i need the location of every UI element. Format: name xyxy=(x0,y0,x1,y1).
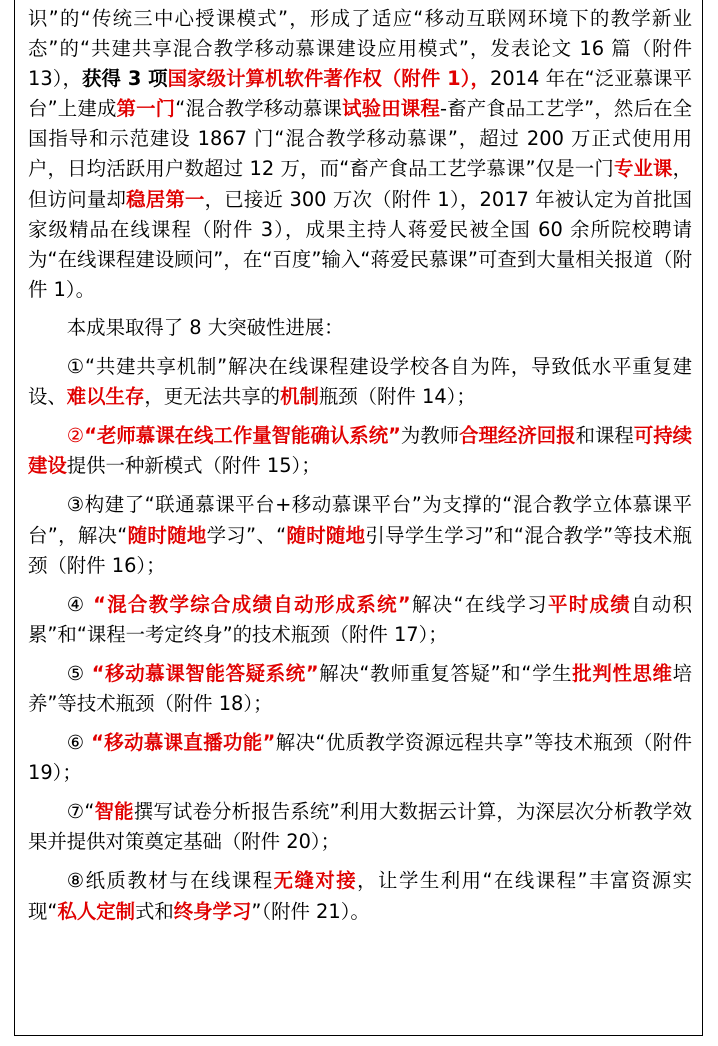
highlighted-text: 随时随地 xyxy=(127,523,207,547)
highlighted-text: 试验田课程 xyxy=(342,97,440,121)
highlighted-text: 机制 xyxy=(280,385,319,409)
highlighted-text: 平时成绩 xyxy=(548,592,632,616)
text-segment: 解决“优质教学资源远程共享”等技术瓶颈（附件 19）； xyxy=(28,731,692,785)
highlighted-text: 可持续建设 xyxy=(28,424,693,478)
paragraph-summary xyxy=(28,313,692,343)
highlighted-text: “混合教学综合成绩自动形成系统” xyxy=(93,592,411,616)
text-segment: 引导学生学习”和“混合教学”等技术瓶颈（附件 16）； xyxy=(28,523,693,577)
highlighted-text: 专业课 xyxy=(613,157,673,181)
highlighted-text: 国家级计算机软件著作权（附件 1）， xyxy=(167,67,491,91)
paragraph-item-5 xyxy=(28,659,692,719)
highlighted-text: 随时随地 xyxy=(286,523,366,547)
highlighted-text: 私人定制 xyxy=(57,899,135,923)
paragraph-item-1 xyxy=(28,352,692,412)
paragraph-item-4 xyxy=(28,590,692,650)
text-segment: 识”的“传统三中心授课模式”，形成了适应“移动互联网环境下的教学新业态”的“共建共享混合教学移动慕课建设应用模式”，发表论文 16 篇（附件 13）， xyxy=(28,7,692,91)
text-segment: ③构建了“联通慕课平台+移动慕课平台”为支撑的“混合教学立体慕课平台”，解决“ xyxy=(28,493,692,547)
highlighted-text: 批判性思维 xyxy=(572,661,673,685)
text-segment: 解决“教师重复答疑”和“学生 xyxy=(318,661,573,685)
text-segment: ，已接近 300 万次（附件 1），2017 年被认定为首批国家级精品在线课程（附件 3），成果主持人蒋爱民被全国 60 余所院校聘请为“在线课程建设顾问”，在“百度”输入“蒋爱民慕课”可查到大量相关报道（附件 1）。 xyxy=(28,187,693,301)
highlighted-text: “移动慕课直播功能” xyxy=(91,731,276,755)
paragraph-item-2 xyxy=(28,421,692,481)
paragraph-intro xyxy=(28,4,692,305)
text-segment: 和课程 xyxy=(575,424,634,448)
text-segment: ，让学生利用“在线课程”丰富资源实现“ xyxy=(28,869,693,923)
text-segment: 解决“在线学习 xyxy=(410,592,549,616)
text-segment: ⑤ xyxy=(66,661,92,685)
paragraph-item-7 xyxy=(28,797,692,857)
text-segment: 学习”、“ xyxy=(206,523,287,547)
paragraph-item-6 xyxy=(28,728,692,788)
highlighted-text: 合理经济回报 xyxy=(459,424,576,448)
text-segment: 为教师 xyxy=(400,424,460,448)
text-segment: ①“共建共享机制”解决在线课程建设学校各自为阵，导致低水平重复建设、 xyxy=(28,355,692,409)
text-segment: 撰写试卷分析报告系统”利用大数据云计算，为深层次分析教学效果并提供对策奠定基础（附件 20）； xyxy=(28,800,692,854)
text-segment: ，更无法共享的 xyxy=(144,385,281,409)
text-segment: ④ xyxy=(66,592,94,616)
text-segment: 瓶颈（附件 14）； xyxy=(318,385,476,409)
highlighted-text: “老师慕课在线工作量智能确认系统” xyxy=(84,424,401,448)
highlighted-text: 难以生存 xyxy=(66,385,145,409)
highlighted-text: 无缝对接 xyxy=(273,869,358,893)
highlighted-text: 智能 xyxy=(94,800,134,824)
text-segment: 自动积累”和“课程一考定终身”的技术瓶颈（附件 17）； xyxy=(28,592,692,646)
text-segment: “混合教学移动慕课 xyxy=(175,97,343,121)
text-segment: ，但访问量却 xyxy=(28,157,693,211)
text-segment: 式和 xyxy=(135,899,174,923)
paragraph-item-8 xyxy=(28,866,692,926)
highlighted-text: ② xyxy=(66,424,85,448)
highlighted-text: 终身学习 xyxy=(173,899,252,923)
text-segment: 提供一种新模式（附件 15）； xyxy=(66,454,321,478)
text-segment: ⑥ xyxy=(66,731,92,755)
highlighted-text: 第一门 xyxy=(116,97,176,121)
text-segment: 培养”等技术瓶颈（附件 18）； xyxy=(28,661,692,715)
text-segment: -畜产食品工艺学”，然后在全国指导和示范建设 1867 门“混合教学移动慕课”，超过 200 万正式使用用户，日均活跃用户数超过 12 万，而“畜产食品工艺学慕课”仅是一门 xyxy=(28,97,693,181)
paragraph-item-3 xyxy=(28,490,692,580)
document-body xyxy=(28,4,692,936)
text-segment: ⑦“ xyxy=(66,800,95,824)
text-segment: 2014 年在“泛亚慕课平台”上建成 xyxy=(28,67,693,121)
text-segment: ”（附件 21）。 xyxy=(251,899,370,923)
highlighted-text: “移动慕课智能答疑系统” xyxy=(91,661,319,685)
text-segment: ⑧纸质教材与在线课程 xyxy=(66,869,274,893)
bold-text: 获得 3 项 xyxy=(82,67,168,91)
text-segment: 本成果取得了 8 大突破性进展： xyxy=(66,315,344,339)
highlighted-text: 稳居第一 xyxy=(126,187,205,211)
